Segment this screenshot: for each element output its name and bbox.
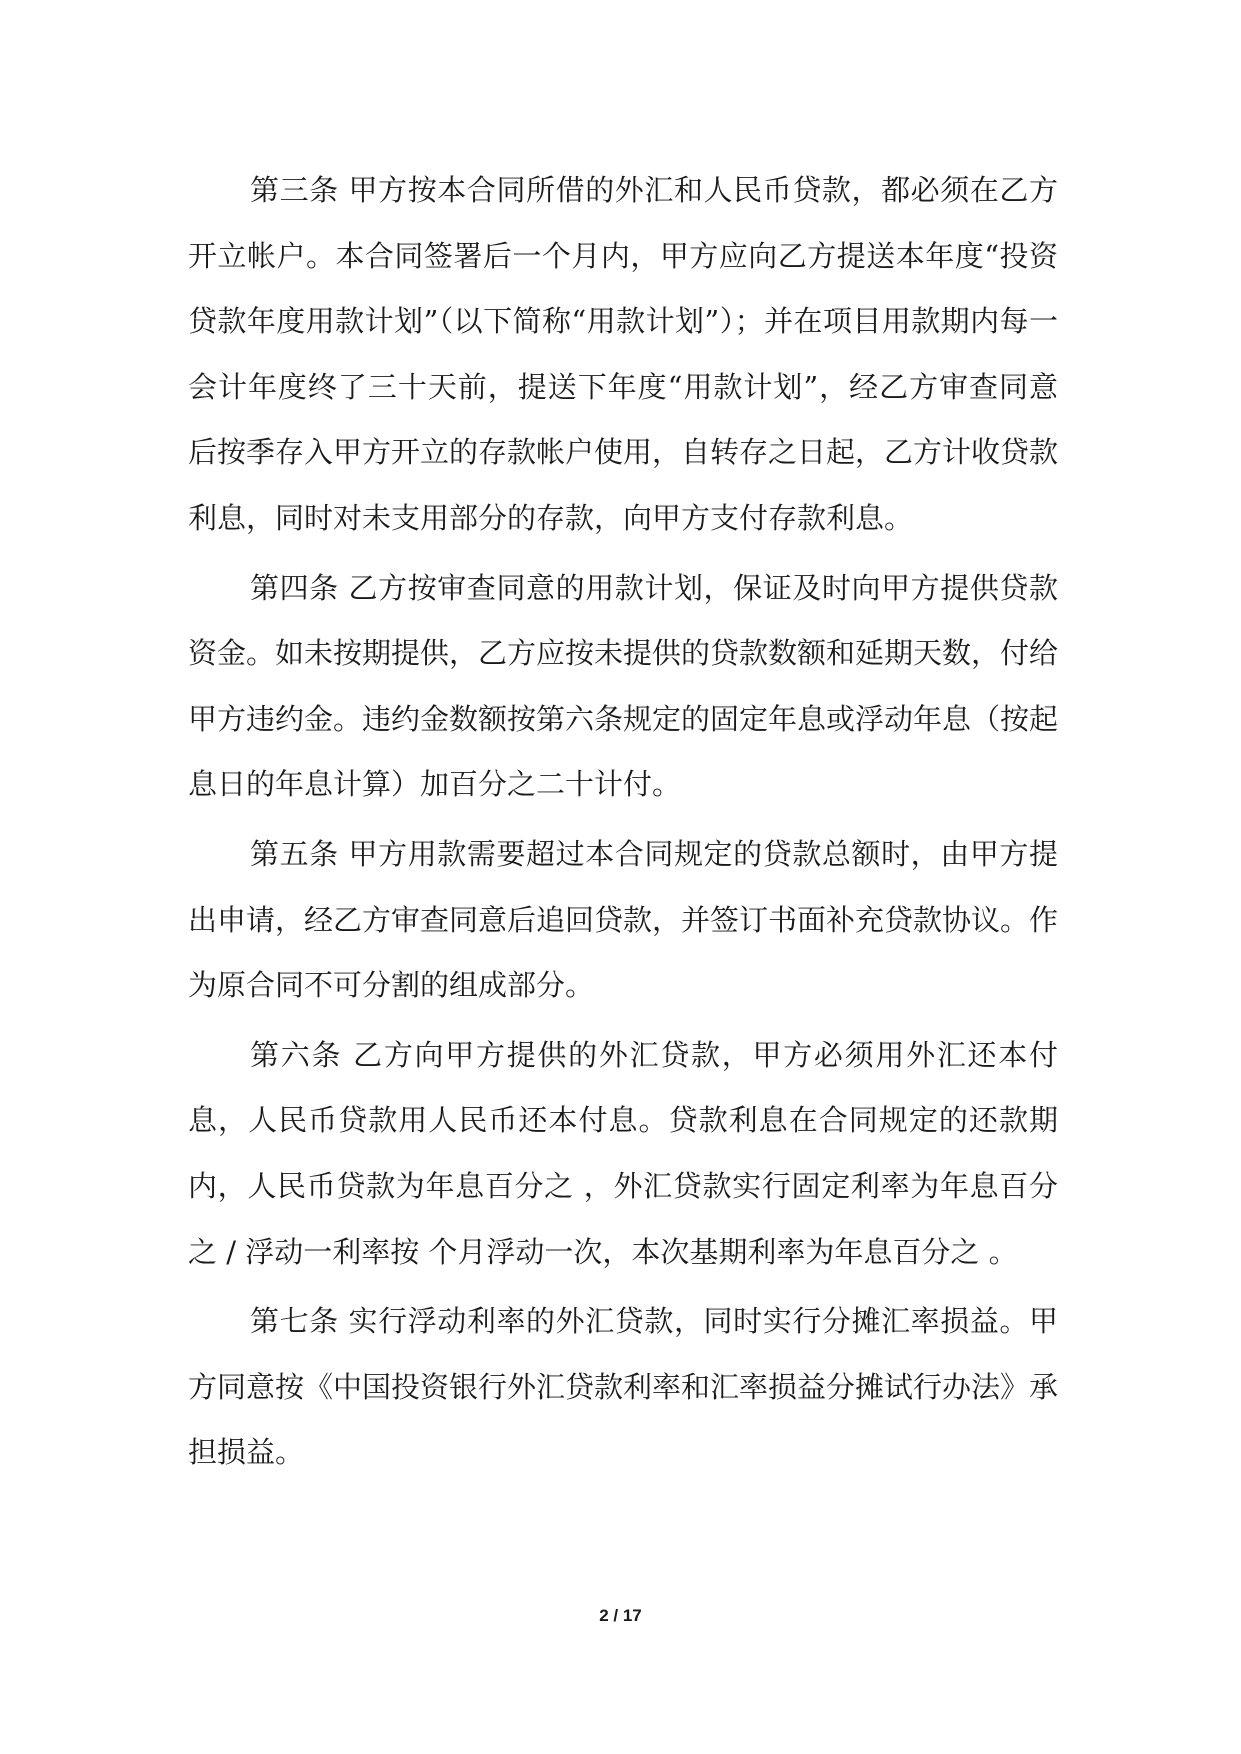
page-number: 2 / 17 <box>599 1606 642 1625</box>
article-5-paragraph: 第五条 甲方用款需要超过本合同规定的贷款总额时，由甲方提出申请，经乙方审查同意后追回贷款，并签订书面补充贷款协议。作为原合同不可分割的组成部分。 <box>188 836 1059 1003</box>
document-body <box>188 158 1058 1490</box>
article-4-paragraph: 第四条 乙方按审查同意的用款计划，保证及时向甲方提供贷款资金。如未按期提供，乙方应按未提供的贷款数额和延期天数，付给甲方违约金。违约金数额按第六条规定的固定年息或浮动年息（按起息日的年息计算）加百分之二十计付。 <box>188 570 1059 802</box>
article-6-paragraph: 第六条 乙方向甲方提供的外汇贷款，甲方必须用外汇还本付息，人民币贷款用人民币还本付息。贷款利息在合同规定的还款期内，人民币贷款为年息百分之 ，外汇贷款实行固定利率为年息百分之 / 浮动一利率按 个月浮动一次，本次基期利率为年息百分之 。 <box>188 1037 1058 1269</box>
article-3-paragraph: 第三条 甲方按本合同所借的外汇和人民币贷款，都必须在乙方开立帐户。本合同签署后一个月内，甲方应向乙方提送本年度“投资贷款年度用款计划”（以下简称“用款计划”）；并在项目用款期内每一会计年度终了三十天前，提送下年度“用款计划”，经乙方审查同意后按季存入甲方开立的存款帐户使用，自转存之日起，乙方计收贷款利息，同时对未支用部分的存款，向甲方支付存款利息。 <box>188 173 1059 535</box>
article-7-paragraph: 第七条 实行浮动利率的外汇贷款，同时实行分摊汇率损益。甲方同意按《中国投资银行外汇贷款利率和汇率损益分摊试行办法》承担损益。 <box>188 1304 1059 1470</box>
